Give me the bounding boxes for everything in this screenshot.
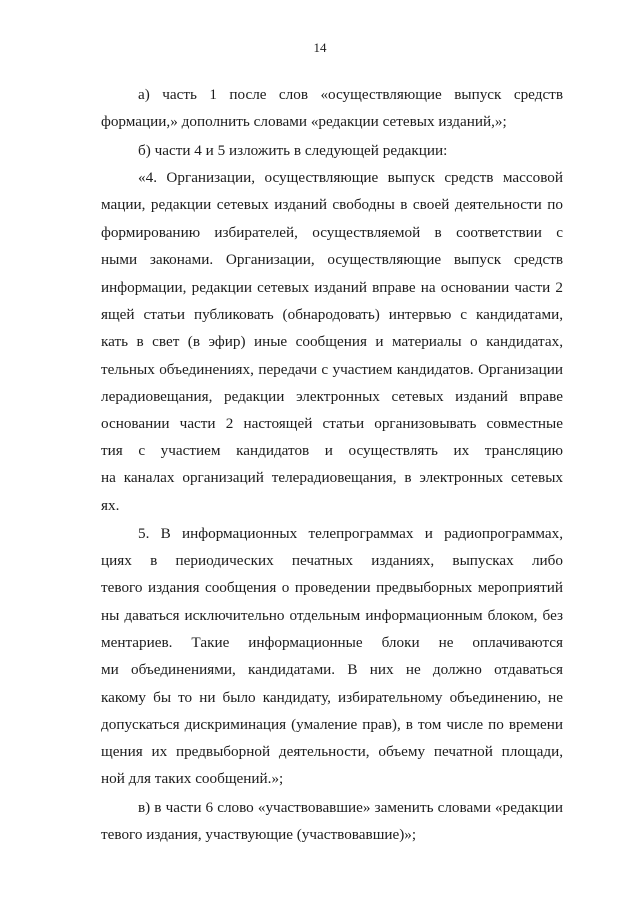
text-line: ящей статьи публиковать (обнародовать) интервью с кандидатами, bbox=[101, 306, 563, 323]
text-line: тия с участием кандидатов и осуществлять их трансляцию bbox=[101, 442, 563, 459]
text-line: а) часть 1 после слов «осуществляющие выпуск средств bbox=[138, 86, 563, 103]
text-line: формации,» дополнить словами «редакции сетевых изданий,»; bbox=[101, 113, 507, 130]
text-line: кать в свет (в эфир) иные сообщения и материалы о кандидатах, bbox=[101, 333, 563, 350]
text-line: допускаться дискриминация (умаление прав), в том числе по времени bbox=[101, 716, 563, 733]
text-line: основании части 2 настоящей статьи организовывать совместные bbox=[101, 415, 563, 432]
text-line: информации, редакции сетевых изданий вправе на основании части 2 bbox=[101, 279, 563, 296]
text-line: в) в части 6 слово «участвовавшие» заменить словами «редакции bbox=[138, 799, 563, 816]
text-line: на каналах организаций телерадиовещания, в электронных сетевых bbox=[101, 469, 563, 486]
page-number: 14 bbox=[313, 40, 327, 55]
text-line: лерадиовещания, редакции электронных сетевых изданий вправе bbox=[101, 388, 563, 405]
text-line: ях. bbox=[101, 497, 120, 514]
text-line: «4. Организации, осуществляющие выпуск средств массовой bbox=[138, 169, 563, 186]
text-line: тельных объединениях, передачи с участием кандидатов. Организации bbox=[101, 361, 563, 378]
text-line: ными законами. Организации, осуществляющие выпуск средств bbox=[101, 251, 563, 268]
text-line: мации, редакции сетевых изданий свободны в своей деятельности по bbox=[101, 196, 563, 213]
text-line: тевого издания сообщения о проведении предвыборных мероприятий bbox=[101, 579, 563, 596]
text-line: щения их предвыборной деятельности, объему печатной площади, bbox=[101, 743, 563, 760]
text-line: ной для таких сообщений.»; bbox=[101, 770, 284, 787]
text-line: формированию избирателей, осуществляемой в соответствии с bbox=[101, 224, 563, 241]
text-line: циях в периодических печатных изданиях, выпусках либо bbox=[101, 552, 563, 569]
text-line: ми объединениями, кандидатами. В них не должно отдаваться bbox=[101, 661, 563, 678]
text-line: ны даваться исключительно отдельным информационным блоком, без bbox=[101, 607, 563, 624]
text-line: какому бы то ни было кандидату, избирательному объединению, не bbox=[101, 689, 563, 706]
text-line: 5. В информационных телепрограммах и радиопрограммах, bbox=[138, 525, 563, 542]
text-line: б) части 4 и 5 изложить в следующей редакции: bbox=[138, 142, 448, 159]
text-line: ментариев. Такие информационные блоки не оплачиваются bbox=[101, 634, 563, 651]
text-line: тевого издания, участвующие (участвовавшие)»; bbox=[101, 826, 417, 843]
